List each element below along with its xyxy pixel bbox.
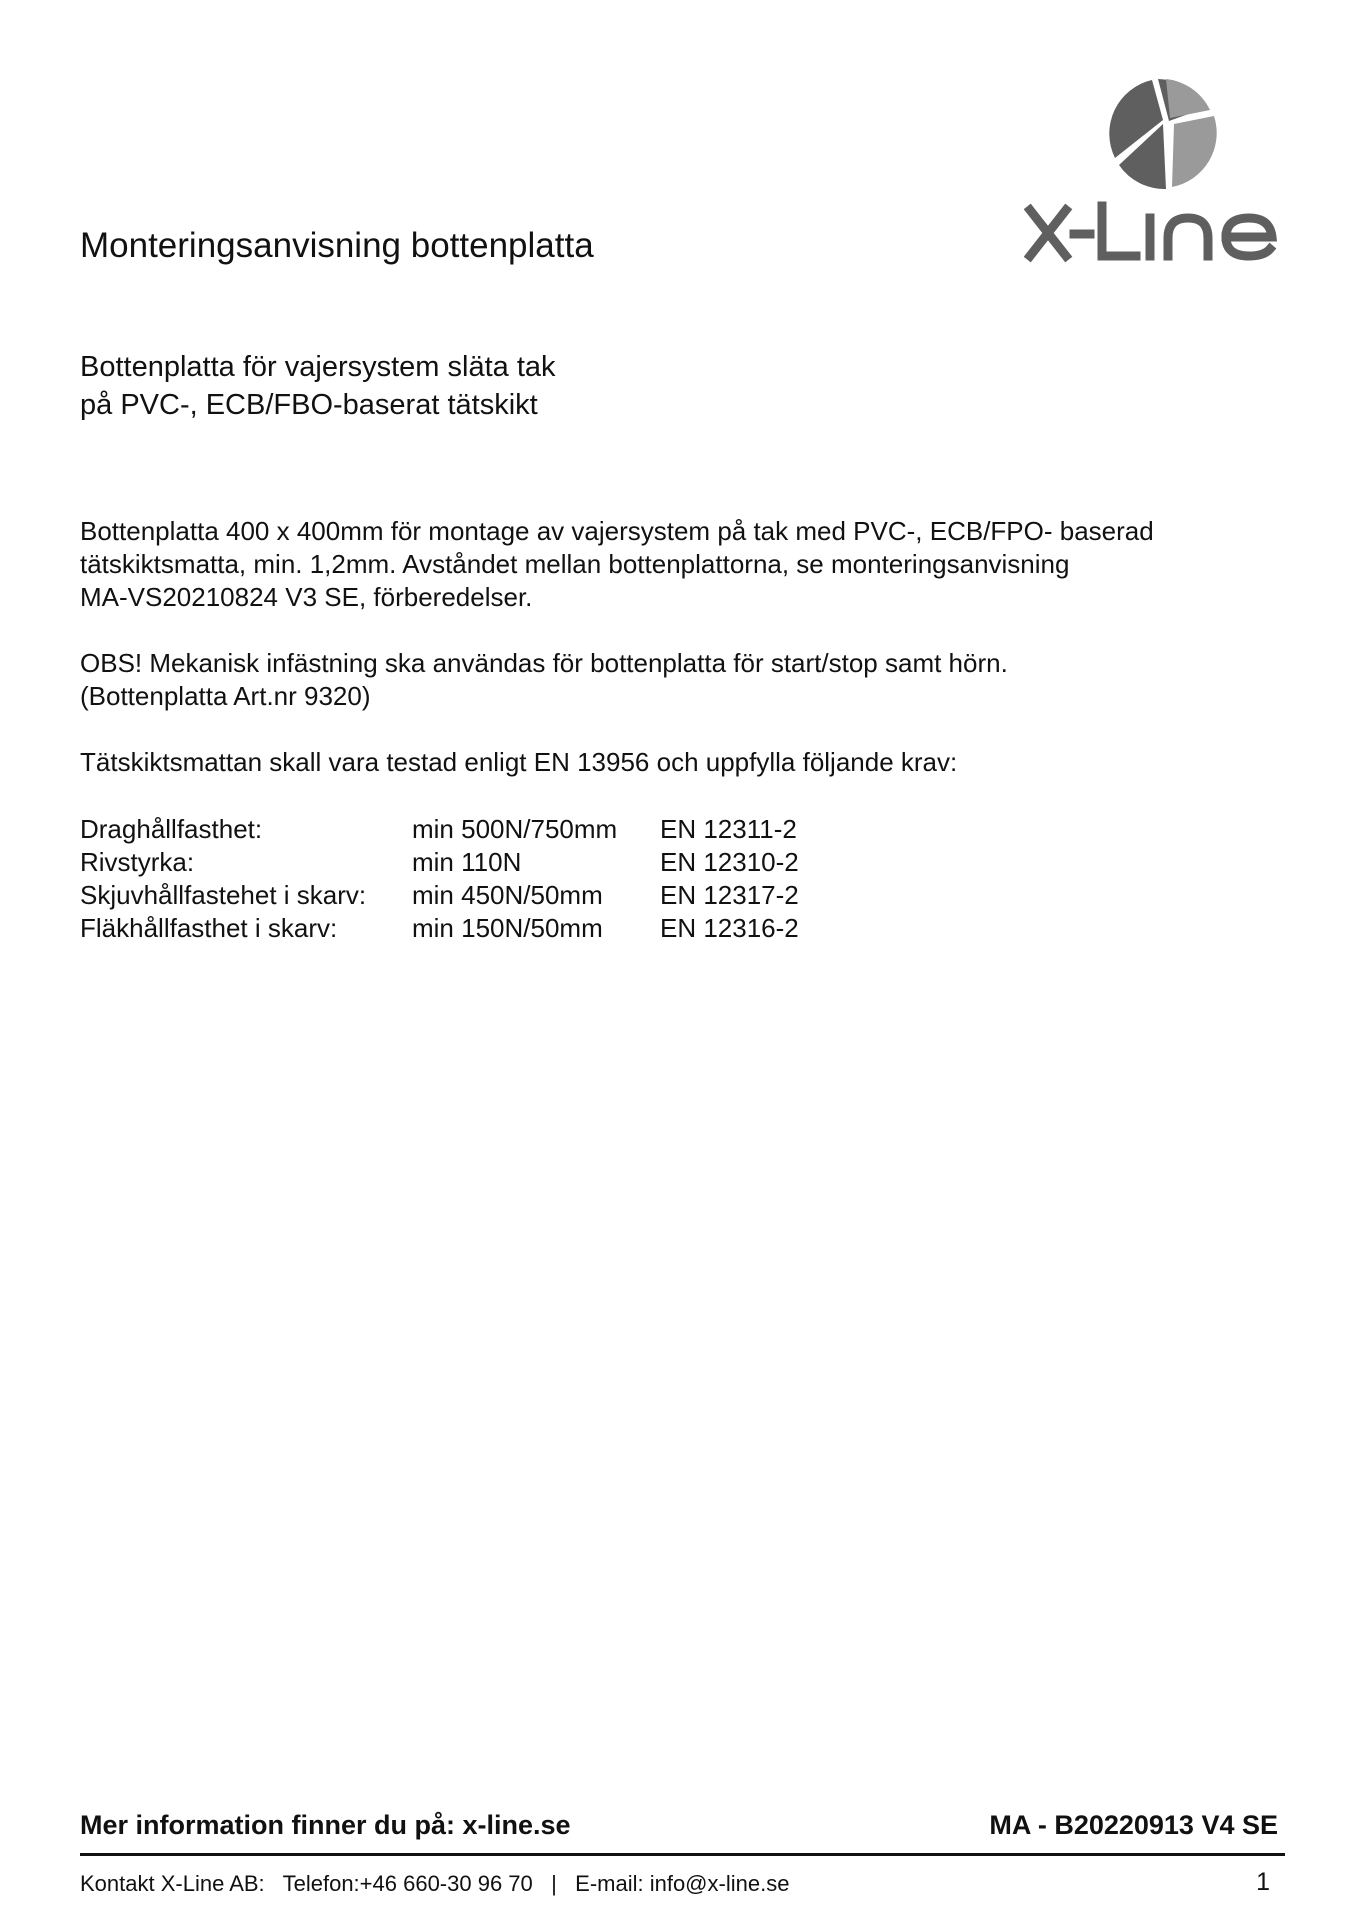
requirement-standard: EN 12310-2 xyxy=(660,847,799,877)
x-line-wordmark xyxy=(1030,206,1272,256)
footer-info-link: Mer information finner du på: x-line.se xyxy=(80,1810,571,1840)
table-row xyxy=(80,879,799,912)
paragraph-line: MA-VS20210824 V3 SE, förberedelser. xyxy=(80,582,533,612)
paragraph-line: Tätskiktsmattan skall vara testad enligt EN 13956 och uppfylla följande krav: xyxy=(80,747,958,777)
requirement-property: Skjuvhållfastehet i skarv: xyxy=(80,880,367,910)
paragraph-line: (Bottenplatta Art.nr 9320) xyxy=(80,681,371,711)
requirement-property: Rivstyrka: xyxy=(80,847,195,877)
x-line-logo-mark xyxy=(1024,72,1284,272)
document-title: Monteringsanvisning bottenplatta xyxy=(80,226,594,265)
paragraph-line: tätskiktsmatta, min. 1,2mm. Avståndet mellan bottenplattorna, se monteringsanvisning xyxy=(80,549,1070,579)
requirements-table xyxy=(80,813,799,945)
table-row xyxy=(80,912,799,945)
contact-line: Kontakt X-Line AB: Telefon:+46 660-30 96 70 | E-mail: info@x-line.se xyxy=(80,1871,790,1896)
requirement-property: Fläkhållfasthet i skarv: xyxy=(80,913,338,943)
paragraph-line: OBS! Mekanisk infästning ska användas för bottenplatta för start/stop samt hörn. xyxy=(80,648,1008,678)
requirement-standard: EN 12316-2 xyxy=(660,913,799,943)
requirement-value: min 150N/50mm xyxy=(412,913,603,943)
requirement-value: min 450N/50mm xyxy=(412,880,603,910)
intro-paragraph xyxy=(80,515,1154,614)
subtitle-line: Bottenplatta för vajersystem släta tak xyxy=(80,351,556,383)
footer-divider xyxy=(80,1853,1285,1856)
requirement-property: Draghållfasthet: xyxy=(80,814,263,844)
table-row xyxy=(80,846,799,879)
table-row xyxy=(80,813,799,846)
page-number: 1 xyxy=(1256,1868,1270,1896)
requirement-standard: EN 12317-2 xyxy=(660,880,799,910)
requirement-value: min 110N xyxy=(412,847,522,877)
subtitle-line: på PVC-, ECB/FBO-baserat tätskikt xyxy=(80,389,538,421)
x-line-logo xyxy=(1024,72,1284,272)
notice-paragraph xyxy=(80,647,1008,713)
document-subtitle xyxy=(80,348,556,424)
document-code: MA - B20220913 V4 SE xyxy=(989,1810,1278,1840)
requirement-standard: EN 12311-2 xyxy=(660,814,797,844)
requirement-value: min 500N/750mm xyxy=(412,814,618,844)
requirements-intro xyxy=(80,746,957,779)
paragraph-line: Bottenplatta 400 x 400mm för montage av vajersystem på tak med PVC-, ECB/FPO- baserad xyxy=(80,516,1154,546)
